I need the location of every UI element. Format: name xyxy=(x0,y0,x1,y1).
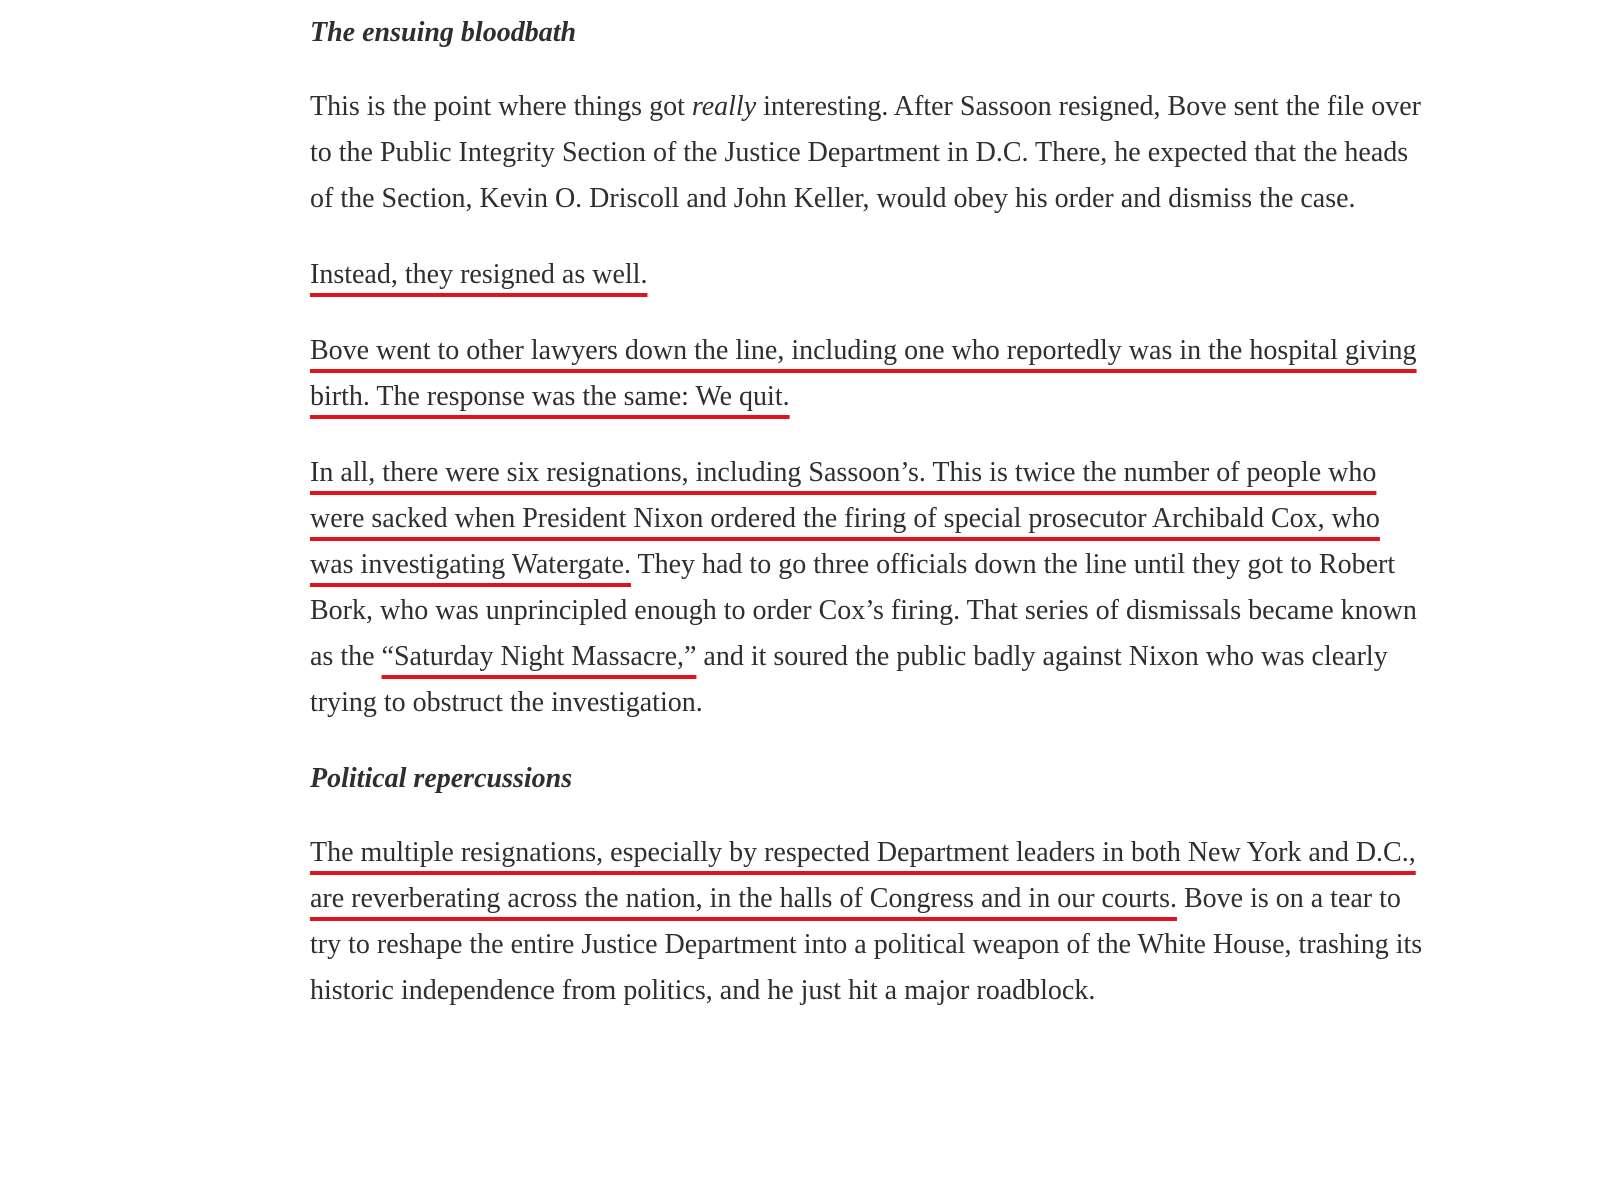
paragraph-1-text-b: interesting. After Sassoon resigned, Bove sent the file over to the Public Integrity Section of the Justice Department in D.C. There, he expected that the heads of the Section, Kevin O. Driscoll and John Keller, would obey his order and dismiss the case. xyxy=(310,91,1421,214)
annotated-underline-text: The multiple resignations, especially by respected Department leaders in both New York and D.C., are reverberating across the nation, in the halls of Congress and in our courts. xyxy=(310,837,1416,914)
annotated-underline-text: Instead, they resigned as well. xyxy=(310,259,648,290)
paragraph-4-text-b: and it soured the public badly against Nixon who was clearly trying to obstruct the investigation. xyxy=(310,641,1388,718)
paragraph-2 xyxy=(310,252,1430,298)
paragraph-3 xyxy=(310,328,1430,420)
paragraph-5-text-a: Bove is on a tear to try to reshape the entire Justice Department into a political weapon of the White House, trashing its historic independence from politics, and he just hit a major roadblock. xyxy=(310,883,1423,1006)
paragraph-4 xyxy=(310,450,1430,726)
section-heading-political-repercussions: Political repercussions xyxy=(310,763,573,794)
paragraph-4-text-a: They had to go three officials down the line until they got to Robert Bork, who was unprincipled enough to order Cox’s firing. That series of dismissals became known as the xyxy=(310,549,1417,672)
paragraph-1-emphasis: really xyxy=(691,91,757,122)
annotated-underline-text: Bove went to other lawyers down the line, including one who reportedly was in the hospital giving birth. The response was the same: We quit. xyxy=(310,335,1417,412)
saturday-night-massacre-link[interactable]: “Saturday Night Massacre,” xyxy=(381,641,697,672)
paragraph-1-text-a: This is the point where things got xyxy=(310,91,692,122)
annotated-underline-text: In all, there were six resignations, including Sassoon’s. This is twice the number of people who were sacked when President Nixon ordered the firing of special prosecutor Archibald Cox, who was investigating Watergate. xyxy=(310,457,1380,580)
paragraph-5 xyxy=(310,830,1430,1014)
paragraph-1 xyxy=(310,84,1430,222)
article-body xyxy=(310,10,1430,1014)
section-heading-bloodbath: The ensuing bloodbath xyxy=(310,17,577,48)
